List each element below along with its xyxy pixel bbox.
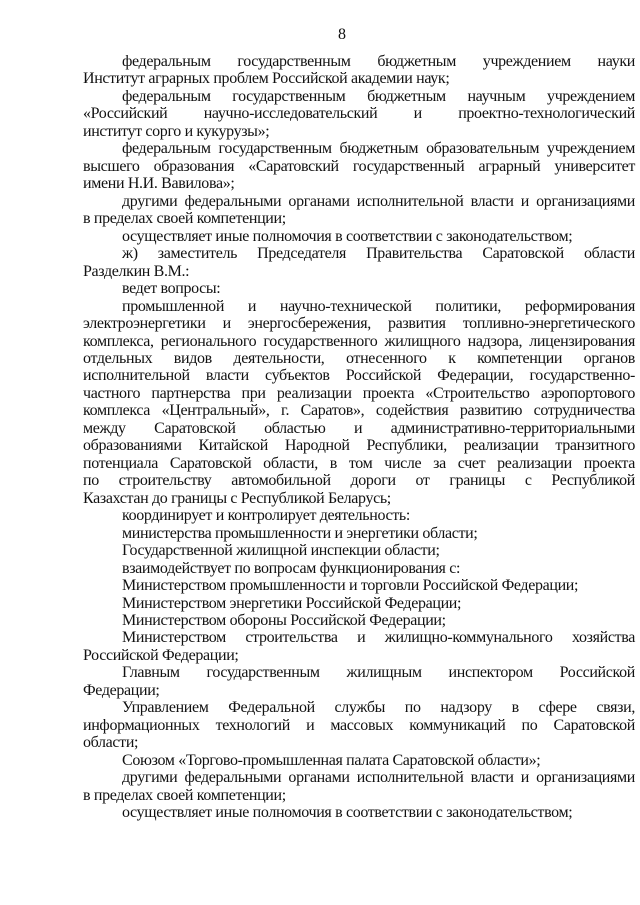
text-line: информационных технологий и массовых коммуникаций по Саратовской xyxy=(83,716,635,734)
paragraph xyxy=(83,595,635,612)
paragraph xyxy=(83,245,635,280)
document-body xyxy=(83,53,635,822)
paragraph xyxy=(83,542,635,559)
text-line: исполнительной власти субъектов Российской Федерации, государственно- xyxy=(83,367,635,385)
text-line: Главным государственным жилищным инспектором Российской xyxy=(122,664,635,682)
paragraph xyxy=(83,629,635,664)
text-line: другими федеральными органами исполнительной власти и организациями xyxy=(122,769,635,787)
paragraph xyxy=(83,193,635,228)
text-line: ведет вопросы: xyxy=(122,280,221,298)
text-line: федеральным государственным бюджетным образовательным учреждением xyxy=(122,140,635,158)
text-line: другими федеральными органами исполнительной власти и организациями xyxy=(122,192,635,210)
paragraph xyxy=(83,612,635,629)
text-line: Союзом «Торгово-промышленная палата Саратовской области»; xyxy=(122,751,541,769)
text-line: осуществляет иные полномочия в соответствии с законодательством; xyxy=(122,804,573,822)
text-line: федеральным государственным бюджетным научным учреждением xyxy=(122,87,635,105)
paragraph xyxy=(83,525,635,542)
text-line: электроэнергетики и энергосбережения, развития топливно-энергетического xyxy=(83,315,635,333)
text-line: Казахстан до границы с Республикой Беларусь; xyxy=(83,489,391,507)
text-line: министерства промышленности и энергетики области; xyxy=(122,524,478,542)
text-line: по строительству автомобильной дороги от границы с Республикой xyxy=(83,472,635,490)
paragraph xyxy=(83,280,635,297)
text-line: Управлением Федеральной службы по надзору в сфере связи, xyxy=(122,699,635,717)
text-line: промышленной и научно-технической политики, реформирования xyxy=(122,297,635,315)
text-line: комплекса, регионального государственного жилищного надзора, лицензирования xyxy=(83,332,635,350)
paragraph xyxy=(83,560,635,577)
text-line: координирует и контролирует деятельность: xyxy=(122,507,410,525)
paragraph xyxy=(83,298,635,508)
paragraph xyxy=(83,804,635,821)
text-line: федеральным государственным бюджетным учреждением науки xyxy=(122,53,635,70)
text-line: институт сорго и кукурузы»; xyxy=(83,122,270,140)
text-line: Министерством промышленности и торговли Российской Федерации; xyxy=(122,577,579,595)
paragraph xyxy=(83,664,635,699)
text-line: области; xyxy=(83,734,139,752)
text-line: Министерством энергетики Российской Федерации; xyxy=(122,594,462,612)
text-line: Институт аграрных проблем Российской академии наук; xyxy=(83,70,450,88)
text-line: между Саратовской областью и административно-территориальными xyxy=(83,419,635,437)
text-line: комплекса «Центральный», г. Саратов», содействия развитию сотрудничества xyxy=(83,402,635,420)
text-line: Министерством обороны Российской Федерации; xyxy=(122,612,446,629)
text-line: в пределах своей компетенции; xyxy=(83,210,286,228)
paragraph xyxy=(83,577,635,594)
text-line: имени Н.И. Вавилова»; xyxy=(83,175,235,193)
text-line: образованиями Китайской Народной Республики, реализации транзитного xyxy=(83,437,635,455)
text-line: Разделкин В.М.: xyxy=(83,262,190,280)
text-line: высшего образования «Саратовский государственный аграрный университет xyxy=(83,157,635,175)
paragraph xyxy=(83,228,635,245)
paragraph xyxy=(83,752,635,769)
paragraph xyxy=(83,507,635,524)
text-line: Федерации; xyxy=(83,681,160,699)
text-line: потенциала Саратовской области, в том числе за счет реализации проекта xyxy=(83,454,635,472)
text-line: Министерством строительства и жилищно-коммунального хозяйства xyxy=(122,629,635,647)
text-line: Государственной жилищной инспекции области; xyxy=(122,542,440,560)
text-line: частного партнерства при реализации проекта «Строительство аэропортового xyxy=(83,384,635,402)
text-line: «Российский научно-исследовательский и проектно-технологический xyxy=(83,105,635,123)
text-line: ж) заместитель Председателя Правительства Саратовской области xyxy=(122,245,635,263)
paragraph xyxy=(83,53,635,88)
text-line: Российской Федерации; xyxy=(83,646,239,664)
paragraph xyxy=(83,88,635,140)
text-line: в пределах своей компетенции; xyxy=(83,786,286,804)
paragraph xyxy=(83,699,635,751)
page-number: 8 xyxy=(338,26,346,43)
paragraph xyxy=(83,769,635,804)
paragraph xyxy=(83,140,635,192)
text-line: взаимодействует по вопросам функционирования с: xyxy=(122,559,461,577)
text-line: осуществляет иные полномочия в соответствии с законодательством; xyxy=(122,227,573,245)
text-line: отдельных видов деятельности, отнесенного к компетенции органов xyxy=(83,349,635,367)
